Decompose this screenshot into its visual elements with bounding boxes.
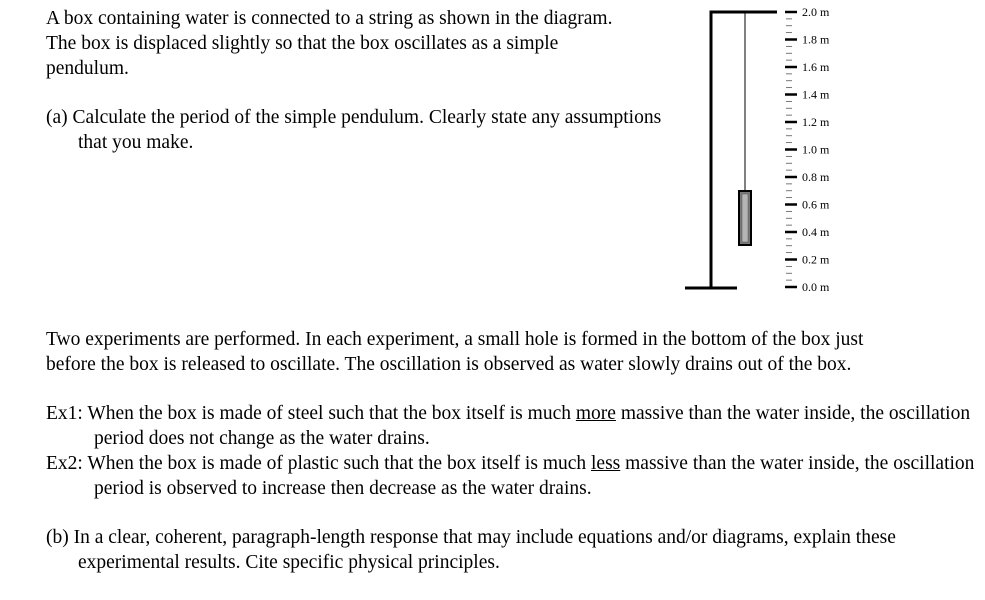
intro-line-3: pendulum. xyxy=(46,58,129,79)
intro-line-1: A box containing water is connected to a string as shown in the diagram. xyxy=(46,8,613,29)
experiments-line-1: Two experiments are performed. In each experiment, a small hole is formed in the bottom of the box just xyxy=(46,329,864,350)
part-a-label: (a) xyxy=(46,107,68,128)
part-a-question xyxy=(46,105,678,155)
ruler-label: 1.6 m xyxy=(802,60,830,74)
ex1-label: Ex1: xyxy=(46,403,83,424)
ex2-text-before: When the box is made of plastic such that the box itself is much xyxy=(87,453,587,474)
ruler-label: 1.8 m xyxy=(802,32,830,47)
experiment-2 xyxy=(46,451,985,501)
part-b-label: (b) xyxy=(46,527,69,548)
part-b-question xyxy=(46,525,958,575)
pendulum-diagram xyxy=(675,0,855,300)
ruler-label: 2.0 m xyxy=(802,5,830,19)
ex2-emphasis: less xyxy=(591,453,621,474)
part-b-text: In a clear, coherent, paragraph-length response that may include equations and/or diagrams, explain these experimental results. Cite specific physical principles. xyxy=(73,527,896,573)
ruler-label: 0.0 m xyxy=(802,280,830,294)
ruler-label: 0.2 m xyxy=(802,252,830,267)
ex1-text-after: massive than the water inside, the oscillation period does not change as the water drains. xyxy=(94,403,971,449)
ex2-label: Ex2: xyxy=(46,453,83,474)
water-fill xyxy=(742,194,748,242)
intro-line-2: The box is displaced slightly so that the box oscillates as a simple xyxy=(46,33,559,54)
ruler-label: 0.4 m xyxy=(802,225,830,239)
ex1-emphasis: more xyxy=(575,403,616,424)
ruler-label: 0.6 m xyxy=(802,197,830,212)
experiments-line-2: before the box is released to oscillate. The oscillation is observed as water slowly drains out of the box. xyxy=(46,354,852,375)
ruler-label: 1.2 m xyxy=(802,115,830,129)
ruler xyxy=(785,5,830,294)
ruler-label: 0.8 m xyxy=(802,170,830,184)
ex1-text-before: When the box is made of steel such that the box itself is much xyxy=(87,403,571,424)
ex2-text-after: massive than the water inside, the oscillation period is observed to increase then decrease as the water drains. xyxy=(94,453,975,499)
ruler-label: 1.4 m xyxy=(802,87,830,102)
experiment-1 xyxy=(46,401,985,451)
ruler-label: 1.0 m xyxy=(802,142,830,157)
part-a-text: Calculate the period of the simple pendulum. Clearly state any assumptions that you make. xyxy=(72,107,662,153)
